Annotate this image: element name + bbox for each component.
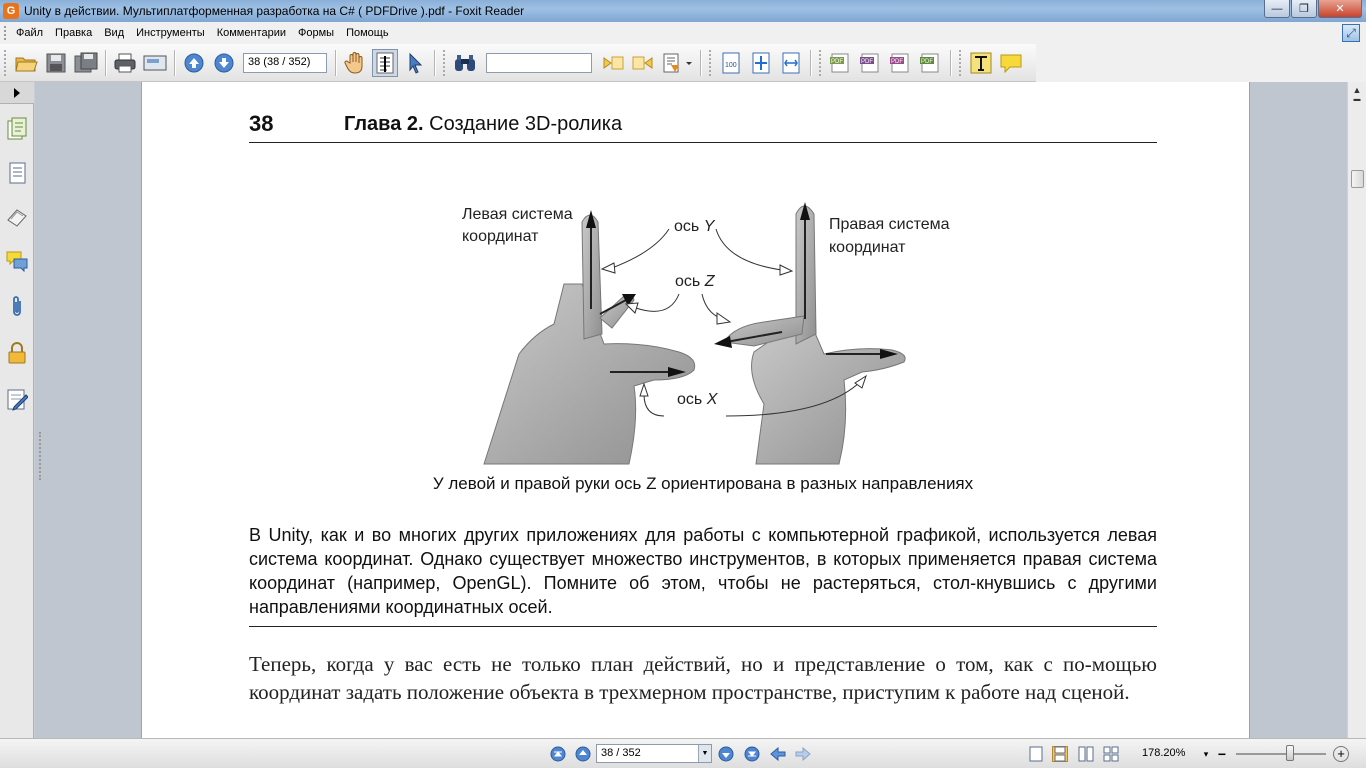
note-button[interactable] [998, 49, 1024, 77]
typewriter-icon [970, 52, 992, 74]
toolbar-grip[interactable] [709, 50, 713, 76]
continuous-facing-icon [1103, 746, 1119, 762]
expand-arrow-icon [13, 88, 21, 98]
find-previous-icon [601, 53, 625, 73]
right-system-label-1: Правая система [829, 216, 950, 233]
header-rule [249, 142, 1157, 143]
menu-comments[interactable]: Комментарии [216, 27, 287, 39]
toolbar-grip[interactable] [819, 50, 823, 76]
note-paragraph: В Unity, как и во многих других приложениях для работы с компьютерной графикой, используется левая система координат. Однако существует множество инструментов, в которых применяется правая система координат (например, OpenGL). Помните об этом, чтобы не растеряться, стол-кнувшись с другими направлениями координатных осей. [249, 525, 1157, 617]
svg-text:PDF: PDF [861, 58, 873, 65]
axis-y-letter: Y [703, 218, 715, 235]
fit-width-button[interactable] [778, 49, 804, 77]
menu-edit[interactable]: Правка [55, 27, 93, 39]
split-view-icon[interactable]: ▬ [1353, 96, 1361, 103]
create-pdf-button[interactable] [828, 49, 854, 77]
axis-y-label [674, 216, 714, 238]
main-toolbar [0, 44, 1036, 82]
panel-resize-grip[interactable] [39, 432, 41, 480]
status-bar [0, 738, 1366, 768]
chapter-title: Создание 3D-ролика [429, 113, 623, 135]
facing-view-button[interactable] [1078, 746, 1094, 762]
arrow-right-icon [795, 746, 811, 762]
axis-z-label [675, 271, 714, 293]
attachments-panel-button[interactable] [5, 294, 29, 320]
select-annotation-button[interactable] [402, 49, 428, 77]
page-number-header: 38 [249, 111, 274, 136]
menu-forms[interactable]: Формы [298, 27, 335, 39]
document-icon [7, 161, 27, 185]
hands-coordinate-figure [462, 194, 950, 466]
scan-button[interactable] [142, 49, 168, 77]
svg-text:PDF: PDF [891, 58, 903, 65]
toolbar-grip[interactable] [443, 50, 447, 76]
go-back-button[interactable] [770, 746, 786, 762]
toolbar-separator [810, 50, 811, 76]
continuous-facing-view-button[interactable] [1103, 746, 1119, 762]
status-previous-page-button[interactable] [575, 746, 591, 762]
maximize-button[interactable]: ❐ [1291, 0, 1317, 18]
comments-panel-button[interactable] [5, 248, 29, 274]
toolbar-empty-area [1036, 44, 1366, 82]
axis-x-label [677, 389, 717, 411]
chapter-label: Глава 2. [344, 113, 424, 135]
search-input[interactable] [486, 53, 592, 73]
cursor-arrow-icon [406, 52, 424, 74]
facing-pages-icon [1078, 746, 1094, 762]
lock-icon [7, 341, 27, 365]
single-page-view-button[interactable] [1028, 746, 1044, 762]
arrow-up-circle-icon [184, 53, 204, 73]
signature-icon [6, 387, 28, 411]
layers-icon [6, 206, 28, 228]
fit-page-icon [751, 52, 771, 74]
create-pdf-icon [829, 52, 853, 74]
combine-files-button[interactable] [918, 49, 944, 77]
menu-help[interactable]: Помощь [346, 27, 389, 39]
folder-open-icon [14, 53, 38, 73]
note-rule [249, 626, 1157, 627]
toolbar-separator [174, 50, 175, 76]
menu-bar [0, 22, 1366, 44]
window-title: Unity в действии. Мультиплатформенная разработка на C# ( PDFDrive ).pdf - Foxit Reader [24, 4, 525, 18]
go-forward-button[interactable] [795, 746, 811, 762]
body-paragraph: Теперь, когда у вас есть не только план действий, но и представление о том, как с по-мощью координат задать положение объекта в трехмерном пространстве, приступим к работе над сценой. [249, 652, 1157, 704]
bookmarks-panel-button[interactable] [5, 160, 29, 186]
title-bar [0, 0, 1366, 22]
scroll-up-arrow-icon[interactable]: ▲ [1352, 85, 1362, 95]
page-number-input[interactable]: 38 (38 / 352) [243, 53, 327, 73]
scanner-icon [143, 53, 167, 73]
security-panel-button[interactable] [5, 340, 29, 366]
status-page-text: 38 / 352 [601, 747, 641, 759]
toolbar-separator [434, 50, 435, 76]
find-previous-button[interactable] [600, 49, 626, 77]
pdf-page [141, 82, 1250, 738]
axis-z-letter: Z [704, 273, 715, 290]
hand-icon [344, 51, 366, 75]
y-callout-right [716, 229, 782, 270]
search-options-button[interactable] [660, 49, 694, 77]
axis-y-prefix: ось [674, 218, 704, 235]
arrow-down-circle-icon [214, 53, 234, 73]
toolbar-grip[interactable] [4, 50, 8, 76]
fit-width-icon [781, 52, 801, 74]
status-next-page-button[interactable] [718, 746, 734, 762]
pdf-from-file-icon [859, 52, 883, 74]
find-next-icon [631, 53, 655, 73]
pages-panel-button[interactable] [5, 116, 29, 142]
continuous-view-button[interactable] [1052, 746, 1068, 762]
arrow-left-icon [770, 746, 786, 762]
restore-layout-icon[interactable]: ⤢ [1342, 24, 1360, 42]
fit-page-button[interactable] [748, 49, 774, 77]
previous-page-button[interactable] [181, 49, 207, 77]
signatures-panel-button[interactable] [5, 386, 29, 412]
next-page-button[interactable] [211, 49, 237, 77]
minimize-button[interactable]: — [1264, 0, 1290, 18]
axis-x-letter: X [706, 391, 718, 408]
figure-caption: У левой и правой руки ось Z ориентирована в разных направлениях [432, 474, 974, 493]
paperclip-icon [9, 295, 25, 319]
toolbar-separator [950, 50, 951, 76]
actual-size-icon [721, 52, 741, 74]
page-dropdown-icon[interactable]: ▼ [698, 745, 711, 762]
scrollbar-thumb[interactable] [1351, 170, 1364, 188]
first-page-button[interactable] [550, 746, 566, 762]
toolbar-separator [105, 50, 106, 76]
navigation-panel [0, 82, 34, 738]
save-button[interactable] [43, 49, 69, 77]
typewriter-button[interactable] [968, 49, 994, 77]
left-system-label-1: Левая система [462, 206, 573, 223]
select-text-icon [375, 52, 395, 74]
save-icon [45, 52, 67, 74]
axis-z-prefix: ось [675, 273, 705, 290]
panel-toggle-button[interactable] [0, 82, 34, 104]
status-page-input[interactable] [596, 744, 712, 763]
hand-tool-button[interactable] [342, 49, 368, 77]
print-button[interactable] [112, 49, 138, 77]
foxit-app-icon[interactable]: G [3, 3, 19, 19]
zoom-out-button[interactable]: − [1217, 746, 1227, 762]
zoom-slider-thumb[interactable] [1286, 745, 1294, 761]
last-page-button[interactable] [744, 746, 760, 762]
zoom-level: 178.20% [1142, 747, 1186, 759]
select-text-button[interactable] [372, 49, 398, 77]
printer-icon [113, 52, 137, 74]
chapter-header [344, 113, 622, 136]
layers-panel-button[interactable] [5, 204, 29, 230]
last-page-icon [744, 746, 760, 762]
y-callout-left [612, 229, 669, 268]
save-as-icon [74, 52, 98, 74]
right-hand-shape [752, 324, 906, 464]
zoom-slider-track[interactable] [1236, 753, 1326, 755]
single-page-icon [1029, 746, 1043, 762]
save-as-button[interactable] [73, 49, 99, 77]
right-system-label-2: координат [829, 239, 906, 256]
toolbar-separator [700, 50, 701, 76]
x-callout-left [644, 394, 664, 416]
search-options-icon [661, 52, 693, 74]
document-view[interactable] [35, 82, 1347, 738]
vertical-scrollbar[interactable] [1347, 82, 1366, 738]
binoculars-icon [453, 53, 477, 73]
pdf-from-scanner-icon [889, 52, 913, 74]
sticky-note-icon [999, 52, 1023, 74]
pdf-from-file-button[interactable] [858, 49, 884, 77]
arrow-down-circle-icon [718, 746, 734, 762]
menu-tools[interactable]: Инструменты [136, 27, 205, 39]
arrow-up-circle-icon [575, 746, 591, 762]
menu-view[interactable]: Вид [104, 27, 125, 39]
pages-icon [7, 117, 27, 141]
actual-size-button[interactable] [718, 49, 744, 77]
comments-icon [6, 250, 28, 272]
z-callout-left [636, 294, 679, 311]
svg-text:100: 100 [725, 61, 737, 69]
left-system-label-2: координат [462, 228, 539, 245]
find-button[interactable] [452, 49, 478, 77]
combine-files-icon [919, 52, 943, 74]
open-file-button[interactable] [13, 49, 39, 77]
first-page-icon [550, 746, 566, 762]
zoom-dropdown-icon[interactable]: ▾ [1203, 748, 1209, 759]
svg-text:PDF: PDF [831, 58, 843, 65]
svg-text:PDF: PDF [921, 58, 933, 65]
menu-file[interactable]: Файл [16, 27, 44, 39]
toolbar-separator [335, 50, 336, 76]
pdf-from-scanner-button[interactable] [888, 49, 914, 77]
close-button[interactable]: ✕ [1318, 0, 1362, 18]
zoom-in-button[interactable]: + [1333, 746, 1349, 762]
axis-x-prefix: ось [677, 391, 707, 408]
find-next-button[interactable] [630, 49, 656, 77]
continuous-page-icon [1053, 746, 1067, 762]
toolbar-grip[interactable] [959, 50, 963, 76]
